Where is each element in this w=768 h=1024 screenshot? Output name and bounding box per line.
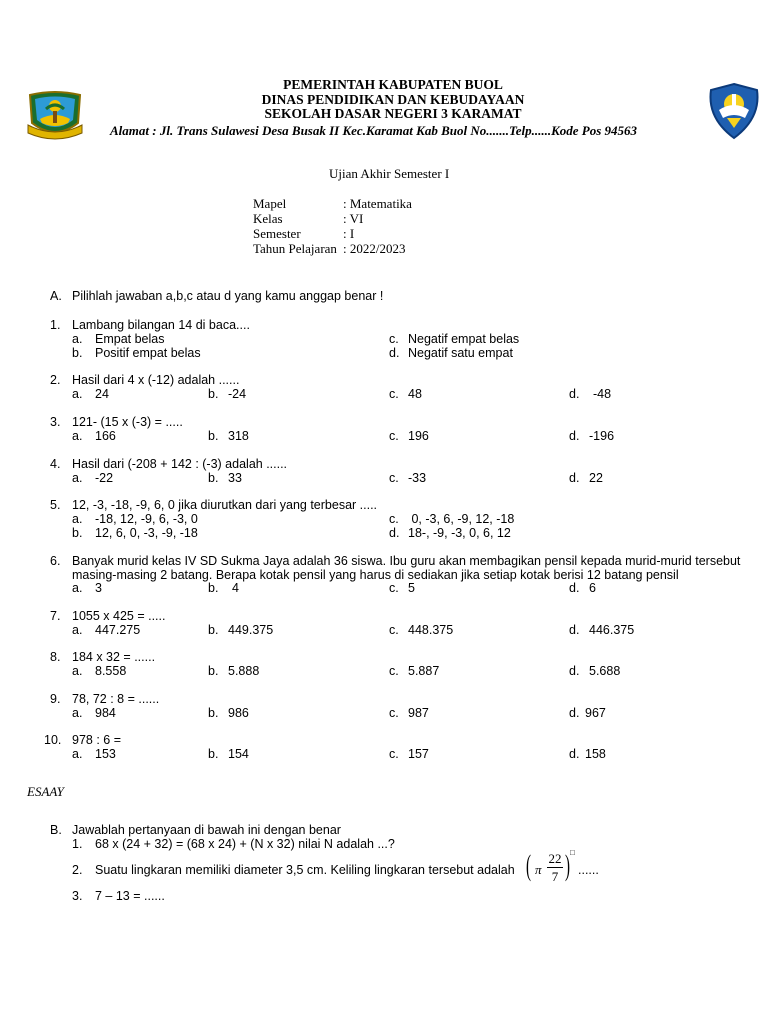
- essay-number: 1.: [72, 837, 83, 851]
- info-label-year: Tahun Pelajaran: [253, 241, 337, 256]
- option-letter-a: a.: [72, 387, 83, 401]
- exam-title: Ujian Akhir Semester I: [329, 166, 450, 181]
- option-c: 5.887: [408, 664, 440, 678]
- option-d: -48: [593, 387, 612, 401]
- option-letter-c: c.: [389, 664, 399, 678]
- option-b: 154: [228, 747, 249, 761]
- option-d: Negatif satu empat: [408, 346, 513, 360]
- option-letter-d: d.: [389, 346, 400, 360]
- section-a-letter: A.: [50, 289, 62, 303]
- info-label-kelas: Kelas: [253, 211, 283, 226]
- option-b: 449.375: [228, 623, 274, 637]
- option-letter-a: a.: [72, 747, 83, 761]
- question-text: Lambang bilangan 14 di baca....: [72, 318, 250, 332]
- question-number: 1.: [50, 318, 61, 332]
- option-letter-a: a.: [72, 512, 83, 526]
- essay-question: 68 x (24 + 32) = (68 x 24) + (N x 32) nilai N adalah ...?: [95, 837, 395, 851]
- question-text: 78, 72 : 8 = ......: [72, 692, 160, 706]
- option-b: 12, 6, 0, -3, -9, -18: [95, 526, 198, 540]
- section-a-instruction: Pilihlah jawaban a,b,c atau d yang kamu anggap benar !: [72, 289, 384, 303]
- option-d: 967: [585, 706, 606, 720]
- option-d: -196: [589, 429, 615, 443]
- question-text: Hasil dari (-208 + 142 : (-3) adalah ......: [72, 457, 288, 471]
- question-number: 7.: [50, 609, 61, 623]
- option-letter-a: a.: [72, 664, 83, 678]
- essay-number: 2.: [72, 863, 83, 877]
- formula-paren-left: (: [526, 849, 531, 882]
- info-value-semester: : I: [343, 226, 355, 241]
- essay-question: 7 – 13 = ......: [95, 889, 165, 903]
- question-number: 4.: [50, 457, 61, 471]
- option-letter-d: d.: [389, 526, 400, 540]
- section-b-letter: B.: [50, 823, 62, 837]
- option-a: -18, 12, -9, 6, -3, 0: [95, 512, 198, 526]
- question-text: 12, -3, -18, -9, 6, 0 jika diurutkan dari yang terbesar .....: [72, 498, 378, 512]
- question-text-continued: masing-masing 2 batang. Berapa kotak pensil yang harus di sediakan jika setiap kotak berisi 12 batang pensil: [72, 568, 679, 582]
- option-letter-d: d.: [569, 706, 580, 720]
- option-letter-b: b.: [72, 346, 83, 360]
- option-letter-a: a.: [72, 581, 83, 595]
- option-d: 158: [585, 747, 606, 761]
- option-c: 5: [408, 581, 415, 595]
- option-letter-c: c.: [389, 332, 399, 346]
- option-letter-d: d.: [569, 429, 580, 443]
- option-a: 153: [95, 747, 116, 761]
- option-letter-a: a.: [72, 623, 83, 637]
- option-b: 5.888: [228, 664, 260, 678]
- option-letter-b: b.: [72, 526, 83, 540]
- option-letter-a: a.: [72, 429, 83, 443]
- option-letter-d: d.: [569, 471, 580, 485]
- option-letter-a: a.: [72, 332, 83, 346]
- info-value-mapel: : Matematika: [343, 196, 412, 211]
- option-d: 446.375: [589, 623, 635, 637]
- option-letter-c: c.: [389, 471, 399, 485]
- essay-heading: ESAAY: [27, 784, 64, 799]
- question-text: 1055 x 425 = .....: [72, 609, 166, 623]
- option-letter-d: d.: [569, 581, 580, 595]
- option-letter-b: b.: [208, 581, 219, 595]
- option-a: -22: [95, 471, 114, 485]
- question-text: 978 : 6 =: [72, 733, 121, 747]
- option-letter-c: c.: [389, 429, 399, 443]
- option-b: 986: [228, 706, 249, 720]
- option-a: 8.558: [95, 664, 127, 678]
- option-a: 166: [95, 429, 116, 443]
- option-letter-d: d.: [569, 623, 580, 637]
- formula-placeholder-box: □: [570, 848, 575, 857]
- info-value-year: : 2022/2023: [343, 241, 406, 256]
- info-label-semester: Semester: [253, 226, 301, 241]
- essay-number: 3.: [72, 889, 83, 903]
- formula-trailing-dots: ......: [578, 863, 599, 877]
- option-letter-d: d.: [569, 664, 580, 678]
- option-a: 3: [95, 581, 102, 595]
- formula-paren-right: ): [565, 849, 570, 882]
- option-letter-b: b.: [208, 623, 219, 637]
- option-letter-b: b.: [208, 747, 219, 761]
- question-number: 6.: [50, 554, 61, 568]
- option-letter-b: b.: [208, 429, 219, 443]
- essay-question: Suatu lingkaran memiliki diameter 3,5 cm. Keliling lingkaran tersebut adalah: [95, 863, 515, 877]
- question-number: 3.: [50, 415, 61, 429]
- option-letter-c: c.: [389, 581, 399, 595]
- option-letter-c: c.: [389, 512, 399, 526]
- option-letter-c: c.: [389, 623, 399, 637]
- option-letter-a: a.: [72, 471, 83, 485]
- header-school: SEKOLAH DASAR NEGERI 3 KARAMAT: [264, 106, 522, 121]
- option-c: 448.375: [408, 623, 454, 637]
- option-b: 33: [228, 471, 242, 485]
- question-text: Hasil dari 4 x (-12) adalah ......: [72, 373, 240, 387]
- option-letter-b: b.: [208, 471, 219, 485]
- formula-fraction-bar: [547, 867, 563, 868]
- option-b: 318: [228, 429, 249, 443]
- option-letter-c: c.: [389, 706, 399, 720]
- option-c: Negatif empat belas: [408, 332, 520, 346]
- option-c: 987: [408, 706, 429, 720]
- option-letter-d: d.: [569, 387, 580, 401]
- option-b: -24: [228, 387, 247, 401]
- option-c: 48: [408, 387, 422, 401]
- option-c: 0, -3, 6, -9, 12, -18: [408, 512, 515, 526]
- info-value-kelas: : VI: [343, 211, 364, 226]
- option-letter-d: d.: [569, 747, 580, 761]
- info-label-mapel: Mapel: [253, 196, 287, 211]
- option-b: Positif empat belas: [95, 346, 201, 360]
- option-letter-a: a.: [72, 706, 83, 720]
- question-number: 5.: [50, 498, 61, 512]
- header-department: DINAS PENDIDIKAN DAN KEBUDAYAAN: [261, 92, 525, 107]
- question-number: 9.: [50, 692, 61, 706]
- option-letter-b: b.: [208, 387, 219, 401]
- option-d: 5.688: [589, 664, 621, 678]
- option-a: 984: [95, 706, 116, 720]
- question-text: 184 x 32 = ......: [72, 650, 156, 664]
- option-letter-b: b.: [208, 664, 219, 678]
- question-number: 10.: [44, 733, 62, 747]
- option-a: Empat belas: [95, 332, 165, 346]
- formula-denominator: 7: [551, 869, 559, 884]
- option-letter-c: c.: [389, 387, 399, 401]
- option-c: 157: [408, 747, 429, 761]
- formula-numerator: 22: [548, 851, 562, 866]
- header-address: Alamat : Jl. Trans Sulawesi Desa Busak II Kec.Karamat Kab Buol No.......Telp......Kode Pos 94563: [110, 123, 638, 138]
- option-c: 196: [408, 429, 429, 443]
- option-d: 6: [589, 581, 596, 595]
- question-number: 8.: [50, 650, 61, 664]
- option-d: 18-, -9, -3, 0, 6, 12: [408, 526, 511, 540]
- header-government: PEMERINTAH KABUPATEN BUOL: [283, 77, 503, 92]
- question-text: Banyak murid kelas IV SD Sukma Jaya adalah 36 siswa. Ibu guru akan membagikan pensil kepada murid-murid tersebut: [72, 554, 741, 568]
- option-c: -33: [408, 471, 427, 485]
- option-letter-b: b.: [208, 706, 219, 720]
- option-a: 24: [95, 387, 109, 401]
- question-text: 121- (15 x (-3) = .....: [72, 415, 183, 429]
- option-b: 4: [232, 581, 239, 595]
- section-b-instruction: Jawablah pertanyaan di bawah ini dengan benar: [72, 823, 341, 837]
- option-letter-c: c.: [389, 747, 399, 761]
- question-number: 2.: [50, 373, 61, 387]
- formula-pi: π: [535, 862, 542, 877]
- option-a: 447.275: [95, 623, 141, 637]
- option-d: 22: [589, 471, 603, 485]
